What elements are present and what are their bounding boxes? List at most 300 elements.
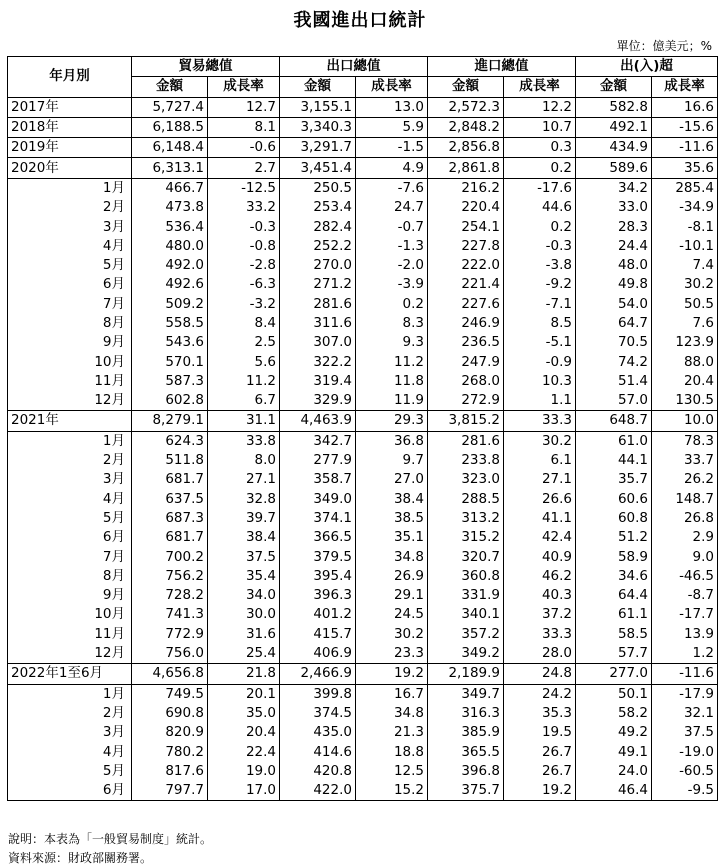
cell-amount: 33.0 (576, 198, 652, 217)
cell-amount: 536.4 (132, 217, 208, 236)
cell-amount: 233.8 (428, 451, 504, 470)
table-row-month (8, 742, 718, 761)
cell-growth-rate: 28.0 (504, 644, 576, 664)
table-row-month (8, 704, 718, 723)
cell-growth-rate: -11.6 (652, 138, 718, 158)
header-amount: 金額 (428, 77, 504, 97)
cell-growth-rate: -5.1 (504, 333, 576, 352)
row-label: 2020年 (8, 158, 132, 178)
cell-growth-rate: 11.2 (208, 372, 280, 391)
cell-growth-rate: 40.9 (504, 547, 576, 566)
row-label: 7月 (8, 547, 132, 566)
cell-amount: 281.6 (428, 431, 504, 451)
table-row-month (8, 451, 718, 470)
cell-growth-rate: 31.1 (208, 411, 280, 431)
cell-growth-rate: 11.2 (356, 352, 428, 371)
cell-growth-rate: 25.4 (208, 644, 280, 664)
cell-growth-rate: 24.2 (504, 684, 576, 704)
cell-amount: 323.0 (428, 470, 504, 489)
table-row-month (8, 256, 718, 275)
cell-amount: 406.9 (280, 644, 356, 664)
cell-amount: 236.5 (428, 333, 504, 352)
cell-amount: 316.3 (428, 704, 504, 723)
cell-growth-rate: 33.8 (208, 431, 280, 451)
cell-amount: 246.9 (428, 314, 504, 333)
table-row-month (8, 509, 718, 528)
cell-amount: 473.8 (132, 198, 208, 217)
cell-growth-rate: 1.2 (652, 644, 718, 664)
cell-growth-rate: 34.0 (208, 586, 280, 605)
cell-growth-rate: -12.5 (208, 178, 280, 198)
table-row-month (8, 470, 718, 489)
header-row-label: 年月別 (8, 57, 132, 98)
cell-amount: 8,279.1 (132, 411, 208, 431)
cell-growth-rate: 5.6 (208, 352, 280, 371)
cell-amount: 340.1 (428, 605, 504, 624)
cell-growth-rate: 22.4 (208, 742, 280, 761)
cell-amount: 6,188.5 (132, 117, 208, 137)
cell-amount: 422.0 (280, 781, 356, 801)
cell-growth-rate: 8.5 (504, 314, 576, 333)
cell-growth-rate: 33.3 (504, 625, 576, 644)
cell-amount: 700.2 (132, 547, 208, 566)
cell-growth-rate: 37.5 (652, 723, 718, 742)
row-label: 6月 (8, 528, 132, 547)
cell-amount: 797.7 (132, 781, 208, 801)
cell-growth-rate: -0.3 (208, 217, 280, 236)
cell-amount: 6,313.1 (132, 158, 208, 178)
cell-amount: 320.7 (428, 547, 504, 566)
cell-amount: 61.1 (576, 605, 652, 624)
cell-amount: 624.3 (132, 431, 208, 451)
cell-amount: 492.6 (132, 275, 208, 294)
row-label: 5月 (8, 762, 132, 781)
cell-growth-rate: 26.7 (504, 742, 576, 761)
table-row-year (8, 158, 718, 178)
header-group-exports: 出口總值 (280, 57, 428, 77)
cell-amount: 415.7 (280, 625, 356, 644)
cell-growth-rate: 13.9 (652, 625, 718, 644)
cell-amount: 385.9 (428, 723, 504, 742)
cell-growth-rate: 10.0 (652, 411, 718, 431)
cell-growth-rate: 0.2 (504, 158, 576, 178)
cell-amount: 570.1 (132, 352, 208, 371)
cell-growth-rate: 8.1 (208, 117, 280, 137)
header-group-balance: 出(入)超 (576, 57, 718, 77)
table-row-month (8, 372, 718, 391)
cell-amount: 2,856.8 (428, 138, 504, 158)
cell-growth-rate: 30.2 (356, 625, 428, 644)
unit-note: 單位：億美元；% (616, 39, 712, 53)
cell-amount: 2,466.9 (280, 664, 356, 684)
cell-amount: 319.4 (280, 372, 356, 391)
cell-amount: 466.7 (132, 178, 208, 198)
row-label: 9月 (8, 333, 132, 352)
table-row-month (8, 198, 718, 217)
cell-amount: 58.2 (576, 704, 652, 723)
row-label: 1月 (8, 431, 132, 451)
row-label: 1月 (8, 178, 132, 198)
cell-growth-rate: 10.7 (504, 117, 576, 137)
table-row-month (8, 178, 718, 198)
cell-amount: 64.7 (576, 314, 652, 333)
cell-growth-rate: -15.6 (652, 117, 718, 137)
cell-growth-rate: 24.8 (504, 664, 576, 684)
cell-growth-rate: 2.9 (652, 528, 718, 547)
row-label: 2月 (8, 198, 132, 217)
table-row-month (8, 625, 718, 644)
cell-growth-rate: -0.3 (504, 237, 576, 256)
cell-amount: 282.4 (280, 217, 356, 236)
cell-growth-rate: 44.6 (504, 198, 576, 217)
table-row-month (8, 528, 718, 547)
row-label: 2月 (8, 704, 132, 723)
cell-growth-rate: 15.2 (356, 781, 428, 801)
cell-amount: 58.9 (576, 547, 652, 566)
cell-amount: 250.5 (280, 178, 356, 198)
cell-amount: 57.0 (576, 391, 652, 411)
cell-amount: 34.6 (576, 567, 652, 586)
cell-growth-rate: 20.1 (208, 684, 280, 704)
cell-amount: 509.2 (132, 295, 208, 314)
header-row-groups (8, 57, 718, 77)
cell-amount: 756.0 (132, 644, 208, 664)
cell-amount: 3,340.3 (280, 117, 356, 137)
table-row-month (8, 567, 718, 586)
table-body (8, 97, 718, 801)
header-amount: 金額 (576, 77, 652, 97)
cell-amount: 687.3 (132, 509, 208, 528)
cell-growth-rate: 35.6 (652, 158, 718, 178)
cell-amount: 277.9 (280, 451, 356, 470)
cell-growth-rate: -2.8 (208, 256, 280, 275)
cell-amount: 728.2 (132, 586, 208, 605)
cell-amount: 60.8 (576, 509, 652, 528)
row-label: 5月 (8, 509, 132, 528)
row-label: 4月 (8, 490, 132, 509)
table-row-month (8, 644, 718, 664)
cell-amount: 349.0 (280, 490, 356, 509)
cell-amount: 51.2 (576, 528, 652, 547)
table-row-month (8, 605, 718, 624)
cell-amount: 817.6 (132, 762, 208, 781)
cell-amount: 756.2 (132, 567, 208, 586)
cell-growth-rate: -17.7 (652, 605, 718, 624)
cell-growth-rate: -1.3 (356, 237, 428, 256)
cell-growth-rate: 29.1 (356, 586, 428, 605)
cell-amount: 637.5 (132, 490, 208, 509)
cell-amount: 690.8 (132, 704, 208, 723)
cell-growth-rate: 39.7 (208, 509, 280, 528)
cell-growth-rate: -3.2 (208, 295, 280, 314)
cell-growth-rate: 9.3 (356, 333, 428, 352)
cell-amount: 221.4 (428, 275, 504, 294)
cell-amount: 24.4 (576, 237, 652, 256)
row-label: 10月 (8, 605, 132, 624)
cell-growth-rate: 18.8 (356, 742, 428, 761)
cell-growth-rate: 8.4 (208, 314, 280, 333)
cell-amount: 50.1 (576, 684, 652, 704)
cell-growth-rate: 8.0 (208, 451, 280, 470)
table-row-year (8, 138, 718, 158)
cell-growth-rate: 26.6 (504, 490, 576, 509)
cell-growth-rate: 41.1 (504, 509, 576, 528)
cell-amount: 374.5 (280, 704, 356, 723)
cell-growth-rate: 36.8 (356, 431, 428, 451)
cell-amount: 582.8 (576, 97, 652, 117)
cell-amount: 46.4 (576, 781, 652, 801)
cell-amount: 51.4 (576, 372, 652, 391)
table-row-month (8, 762, 718, 781)
cell-amount: 589.6 (576, 158, 652, 178)
cell-growth-rate: 27.0 (356, 470, 428, 489)
cell-growth-rate: 33.3 (504, 411, 576, 431)
cell-amount: 331.9 (428, 586, 504, 605)
cell-growth-rate: -0.6 (208, 138, 280, 158)
cell-amount: 270.0 (280, 256, 356, 275)
table-row-month (8, 352, 718, 371)
cell-amount: 741.3 (132, 605, 208, 624)
cell-growth-rate: -0.8 (208, 237, 280, 256)
cell-growth-rate: 5.9 (356, 117, 428, 137)
cell-growth-rate: 19.0 (208, 762, 280, 781)
cell-growth-rate: 11.8 (356, 372, 428, 391)
cell-growth-rate: -0.7 (356, 217, 428, 236)
header-growth-rate: 成長率 (356, 77, 428, 97)
cell-amount: 2,572.3 (428, 97, 504, 117)
table-row-month (8, 314, 718, 333)
row-label: 11月 (8, 625, 132, 644)
cell-growth-rate: 123.9 (652, 333, 718, 352)
cell-growth-rate: 40.3 (504, 586, 576, 605)
cell-growth-rate: 16.7 (356, 684, 428, 704)
table-row-year (8, 664, 718, 684)
cell-amount: 360.8 (428, 567, 504, 586)
cell-growth-rate: -9.2 (504, 275, 576, 294)
cell-amount: 342.7 (280, 431, 356, 451)
cell-amount: 272.9 (428, 391, 504, 411)
cell-amount: 492.0 (132, 256, 208, 275)
cell-amount: 253.4 (280, 198, 356, 217)
cell-growth-rate: -8.7 (652, 586, 718, 605)
cell-amount: 480.0 (132, 237, 208, 256)
table-row-month (8, 237, 718, 256)
cell-amount: 277.0 (576, 664, 652, 684)
cell-amount: 587.3 (132, 372, 208, 391)
cell-amount: 2,189.9 (428, 664, 504, 684)
cell-growth-rate: 37.2 (504, 605, 576, 624)
cell-growth-rate: 0.2 (504, 217, 576, 236)
cell-growth-rate: -11.6 (652, 664, 718, 684)
cell-growth-rate: 10.3 (504, 372, 576, 391)
row-label: 8月 (8, 314, 132, 333)
cell-amount: 281.6 (280, 295, 356, 314)
cell-growth-rate: -0.9 (504, 352, 576, 371)
cell-amount: 648.7 (576, 411, 652, 431)
cell-growth-rate: 0.3 (504, 138, 576, 158)
cell-growth-rate: 6.1 (504, 451, 576, 470)
cell-growth-rate: 6.7 (208, 391, 280, 411)
cell-amount: 543.6 (132, 333, 208, 352)
cell-amount: 3,451.4 (280, 158, 356, 178)
cell-amount: 49.1 (576, 742, 652, 761)
cell-amount: 6,148.4 (132, 138, 208, 158)
cell-growth-rate: -46.5 (652, 567, 718, 586)
cell-growth-rate: 24.7 (356, 198, 428, 217)
cell-amount: 780.2 (132, 742, 208, 761)
row-label: 3月 (8, 217, 132, 236)
cell-amount: 3,291.7 (280, 138, 356, 158)
cell-growth-rate: -34.9 (652, 198, 718, 217)
cell-growth-rate: 19.2 (356, 664, 428, 684)
cell-amount: 271.2 (280, 275, 356, 294)
cell-growth-rate: 31.6 (208, 625, 280, 644)
cell-amount: 399.8 (280, 684, 356, 704)
cell-growth-rate: -17.9 (652, 684, 718, 704)
row-label: 2022年1至6月 (8, 664, 132, 684)
cell-growth-rate: 24.5 (356, 605, 428, 624)
table-row-year (8, 97, 718, 117)
table-row-month (8, 333, 718, 352)
header-amount: 金額 (132, 77, 208, 97)
row-label: 2018年 (8, 117, 132, 137)
cell-growth-rate: 26.2 (652, 470, 718, 489)
cell-amount: 374.1 (280, 509, 356, 528)
footnote-source: 資料來源：財政部關務署。 (8, 851, 153, 865)
cell-growth-rate: 35.0 (208, 704, 280, 723)
cell-amount: 252.2 (280, 237, 356, 256)
table-row-month (8, 217, 718, 236)
cell-growth-rate: 2.5 (208, 333, 280, 352)
cell-growth-rate: 21.3 (356, 723, 428, 742)
cell-amount: 820.9 (132, 723, 208, 742)
cell-amount: 357.2 (428, 625, 504, 644)
cell-amount: 349.2 (428, 644, 504, 664)
cell-amount: 313.2 (428, 509, 504, 528)
cell-amount: 227.6 (428, 295, 504, 314)
cell-growth-rate: 7.6 (652, 314, 718, 333)
cell-amount: 35.7 (576, 470, 652, 489)
cell-growth-rate: -1.5 (356, 138, 428, 158)
cell-growth-rate: -7.1 (504, 295, 576, 314)
row-label: 2019年 (8, 138, 132, 158)
cell-growth-rate: 0.2 (356, 295, 428, 314)
cell-growth-rate: 148.7 (652, 490, 718, 509)
table-row-year (8, 117, 718, 137)
cell-amount: 414.6 (280, 742, 356, 761)
cell-amount: 44.1 (576, 451, 652, 470)
cell-amount: 288.5 (428, 490, 504, 509)
cell-amount: 61.0 (576, 431, 652, 451)
cell-growth-rate: 35.4 (208, 567, 280, 586)
cell-amount: 434.9 (576, 138, 652, 158)
cell-growth-rate: -17.6 (504, 178, 576, 198)
cell-growth-rate: -9.5 (652, 781, 718, 801)
cell-amount: 57.7 (576, 644, 652, 664)
cell-amount: 396.8 (428, 762, 504, 781)
row-label: 2017年 (8, 97, 132, 117)
row-label: 3月 (8, 723, 132, 742)
cell-growth-rate: 12.5 (356, 762, 428, 781)
cell-growth-rate: -2.0 (356, 256, 428, 275)
header-growth-rate: 成長率 (504, 77, 576, 97)
cell-growth-rate: -7.6 (356, 178, 428, 198)
cell-growth-rate: -3.8 (504, 256, 576, 275)
cell-amount: 58.5 (576, 625, 652, 644)
cell-amount: 379.5 (280, 547, 356, 566)
cell-growth-rate: -3.9 (356, 275, 428, 294)
cell-growth-rate: 32.1 (652, 704, 718, 723)
cell-growth-rate: 37.5 (208, 547, 280, 566)
cell-growth-rate: -10.1 (652, 237, 718, 256)
cell-growth-rate: 88.0 (652, 352, 718, 371)
cell-amount: 322.2 (280, 352, 356, 371)
cell-amount: 54.0 (576, 295, 652, 314)
cell-amount: 681.7 (132, 470, 208, 489)
cell-growth-rate: 27.1 (208, 470, 280, 489)
cell-amount: 60.6 (576, 490, 652, 509)
row-label: 2月 (8, 451, 132, 470)
cell-growth-rate: 35.1 (356, 528, 428, 547)
cell-amount: 220.4 (428, 198, 504, 217)
table-row-month (8, 723, 718, 742)
table-row-year (8, 411, 718, 431)
table-row-month (8, 391, 718, 411)
cell-growth-rate: 285.4 (652, 178, 718, 198)
cell-amount: 2,848.2 (428, 117, 504, 137)
row-label: 11月 (8, 372, 132, 391)
cell-amount: 34.2 (576, 178, 652, 198)
cell-amount: 366.5 (280, 528, 356, 547)
table-row-month (8, 781, 718, 801)
page-title: 我國進出口統計 (293, 10, 427, 31)
cell-amount: 227.8 (428, 237, 504, 256)
cell-growth-rate: 35.3 (504, 704, 576, 723)
cell-amount: 74.2 (576, 352, 652, 371)
cell-amount: 420.8 (280, 762, 356, 781)
cell-growth-rate: 9.0 (652, 547, 718, 566)
cell-amount: 749.5 (132, 684, 208, 704)
cell-amount: 307.0 (280, 333, 356, 352)
cell-amount: 3,815.2 (428, 411, 504, 431)
cell-amount: 315.2 (428, 528, 504, 547)
cell-growth-rate: 29.3 (356, 411, 428, 431)
cell-amount: 254.1 (428, 217, 504, 236)
cell-amount: 358.7 (280, 470, 356, 489)
cell-growth-rate: 21.8 (208, 664, 280, 684)
row-label: 5月 (8, 256, 132, 275)
cell-amount: 4,463.9 (280, 411, 356, 431)
cell-amount: 349.7 (428, 684, 504, 704)
header-growth-rate: 成長率 (208, 77, 280, 97)
row-label: 4月 (8, 237, 132, 256)
header-amount: 金額 (280, 77, 356, 97)
cell-growth-rate: 42.4 (504, 528, 576, 547)
cell-growth-rate: 19.5 (504, 723, 576, 742)
cell-growth-rate: 130.5 (652, 391, 718, 411)
cell-amount: 28.3 (576, 217, 652, 236)
cell-growth-rate: 38.5 (356, 509, 428, 528)
cell-amount: 365.5 (428, 742, 504, 761)
row-label: 7月 (8, 295, 132, 314)
cell-growth-rate: 34.8 (356, 547, 428, 566)
trade-statistics-table (7, 56, 718, 801)
table-row-month (8, 295, 718, 314)
cell-growth-rate: 30.2 (504, 431, 576, 451)
cell-growth-rate: 9.7 (356, 451, 428, 470)
cell-growth-rate: 4.9 (356, 158, 428, 178)
cell-growth-rate: 78.3 (652, 431, 718, 451)
